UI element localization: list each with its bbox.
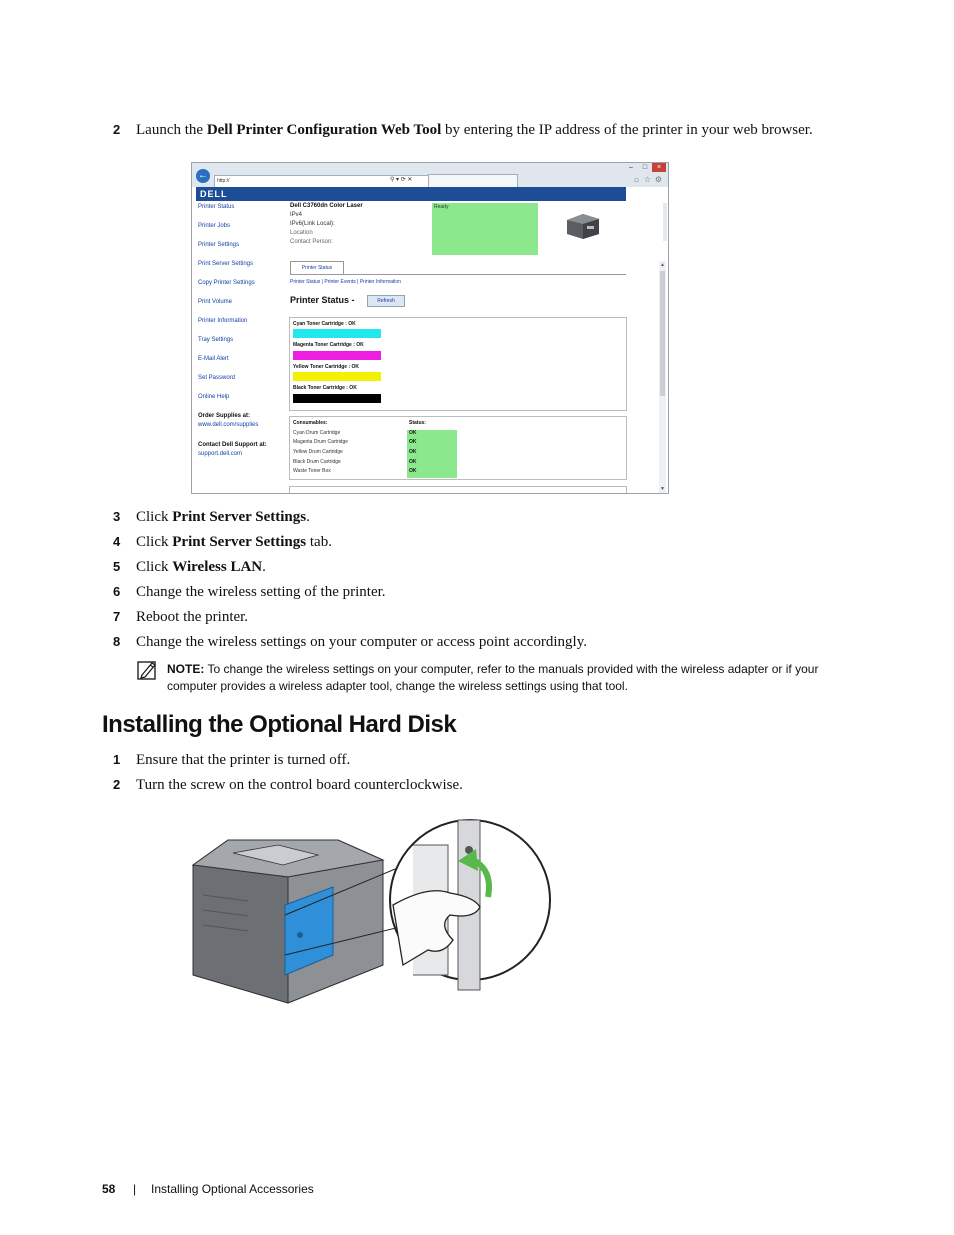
address-bar[interactable]: http:// bbox=[214, 175, 430, 188]
dell-header-bar bbox=[196, 187, 626, 201]
yellow-toner-label: Yellow Toner Cartridge : OK bbox=[293, 364, 360, 370]
consumable-item: Magenta Drum Cartridge bbox=[293, 439, 349, 445]
maximize-icon[interactable]: □ bbox=[642, 164, 648, 171]
step-text: Change the wireless settings on your computer or access point accordingly. bbox=[136, 634, 587, 650]
step-text: Ensure that the printer is turned off. bbox=[136, 752, 351, 768]
step-text: Click bbox=[136, 559, 173, 575]
tab-printer-status[interactable]: Printer Status bbox=[290, 261, 344, 275]
tab-divider bbox=[290, 274, 626, 275]
step-text: Launch the bbox=[136, 122, 207, 138]
consumable-status: OK bbox=[409, 468, 417, 474]
ready-status-box bbox=[432, 203, 538, 255]
printer-screw-illustration bbox=[188, 815, 554, 1005]
step-text: Turn the screw on the control board counterclockwise. bbox=[136, 777, 463, 793]
sidebar-link-print-volume[interactable]: Print Volume bbox=[198, 299, 233, 305]
step-number: 4 bbox=[113, 534, 121, 549]
sidebar-link-printer-status[interactable]: Printer Status bbox=[198, 204, 235, 210]
status-sublinks[interactable]: Printer Status | Printer Events | Printer Information bbox=[290, 279, 401, 285]
consumable-item: Yellow Drum Cartridge bbox=[293, 449, 343, 455]
step-number: 2 bbox=[113, 777, 121, 792]
printer-icon bbox=[563, 210, 601, 240]
dell-logo: DELL bbox=[200, 189, 228, 199]
section-title: Installing the Optional Hard Disk bbox=[102, 711, 457, 738]
printer-contact: Contact Person: bbox=[290, 239, 334, 245]
order-supplies-link[interactable]: www.dell.com/supplies bbox=[198, 422, 259, 428]
sidebar-link-online-help[interactable]: Online Help bbox=[198, 394, 230, 400]
step-number: 7 bbox=[113, 609, 121, 624]
note-pencil-icon bbox=[137, 660, 157, 680]
consumables-panel bbox=[289, 416, 627, 480]
step-bold-term: Dell Printer Configuration Web Tool bbox=[206, 122, 442, 138]
home-icon[interactable]: ⌂ bbox=[634, 175, 639, 184]
sidebar-link-tray-settings[interactable]: Tray Settings bbox=[198, 337, 234, 343]
sidebar-link-email-alert[interactable]: E-Mail Alert bbox=[198, 356, 229, 362]
refresh-button[interactable]: Refresh bbox=[367, 295, 405, 307]
content-scrollbar[interactable] bbox=[659, 261, 666, 493]
step-text: Click bbox=[136, 509, 173, 525]
next-panel bbox=[289, 486, 627, 494]
yellow-toner-bar bbox=[293, 372, 381, 381]
sidebar-link-printer-settings[interactable]: Printer Settings bbox=[198, 242, 240, 248]
address-controls-icon[interactable]: ⚲ ▾ ⟳ ✕ bbox=[390, 177, 413, 183]
printer-status-title: Printer Status - bbox=[290, 295, 355, 305]
step-bold-term: Print Server Settings bbox=[172, 534, 307, 550]
header-scroll-track bbox=[663, 203, 667, 241]
printer-model: Dell C3760dn Color Laser bbox=[290, 203, 363, 209]
magenta-toner-bar bbox=[293, 351, 381, 360]
minimize-icon[interactable]: – bbox=[629, 164, 633, 171]
black-toner-label: Black Toner Cartridge : OK bbox=[293, 385, 357, 391]
browser-tab[interactable] bbox=[428, 174, 518, 188]
note bbox=[167, 661, 847, 695]
step-text: by entering the IP address of the printer in your web browser. bbox=[441, 122, 813, 138]
step-number: 5 bbox=[113, 559, 121, 574]
step-text: tab. bbox=[306, 534, 332, 550]
consumable-status: OK bbox=[409, 459, 417, 465]
consumable-item: Waste Toner Box bbox=[293, 468, 331, 474]
cyan-toner-bar bbox=[293, 329, 381, 338]
step-text: . bbox=[306, 509, 310, 525]
step-number: 8 bbox=[113, 634, 121, 649]
step-bold-term: Wireless LAN bbox=[172, 559, 263, 575]
consumable-item: Cyan Drum Cartridge bbox=[293, 430, 341, 436]
consumables-status-header: Status: bbox=[409, 420, 426, 426]
magenta-toner-label: Magenta Toner Cartridge : OK bbox=[293, 342, 364, 348]
sidebar-link-set-password[interactable]: Set Password bbox=[198, 375, 236, 381]
order-supplies-label: Order Supplies at: bbox=[198, 413, 251, 419]
printer-ipv4: IPv4 bbox=[290, 212, 303, 218]
gear-icon[interactable]: ⚙ bbox=[654, 175, 663, 184]
favorites-star-icon[interactable]: ☆ bbox=[643, 175, 652, 184]
printer-location: Location bbox=[290, 230, 313, 236]
cyan-toner-label: Cyan Toner Cartridge : OK bbox=[293, 321, 356, 327]
browser-screenshot bbox=[191, 162, 669, 494]
consumable-status: OK bbox=[409, 449, 417, 455]
sidebar-link-print-server-settings[interactable]: Print Server Settings bbox=[198, 261, 254, 267]
black-toner-bar bbox=[293, 394, 381, 403]
step-text: Reboot the printer. bbox=[136, 609, 249, 625]
ready-text: Ready bbox=[434, 204, 449, 210]
scroll-up-icon[interactable]: ▲ bbox=[660, 262, 665, 268]
scroll-thumb[interactable] bbox=[660, 271, 665, 396]
consumable-item: Black Drum Cartridge bbox=[293, 459, 341, 465]
step-number: 6 bbox=[113, 584, 121, 599]
scroll-down-icon[interactable]: ▼ bbox=[660, 486, 665, 492]
step-text: . bbox=[262, 559, 266, 575]
page-number: 58 bbox=[102, 1182, 116, 1196]
step-number: 2 bbox=[113, 122, 121, 137]
consumable-status: OK bbox=[409, 439, 417, 445]
contact-support-link[interactable]: support.dell.com bbox=[198, 451, 243, 457]
consumables-header: Consumables: bbox=[293, 420, 328, 426]
step-text: Change the wireless setting of the printer. bbox=[136, 584, 386, 600]
step-number: 3 bbox=[113, 509, 121, 524]
contact-support-label: Contact Dell Support at: bbox=[198, 442, 267, 448]
step-text: Click bbox=[136, 534, 173, 550]
sidebar-link-copy-printer-settings[interactable]: Copy Printer Settings bbox=[198, 280, 255, 286]
note-label: NOTE: bbox=[167, 662, 205, 676]
printer-ipv6: IPv6(Link Local): bbox=[290, 221, 335, 227]
back-arrow-icon[interactable]: ← bbox=[198, 170, 208, 181]
step-bold-term: Print Server Settings bbox=[172, 509, 307, 525]
close-icon[interactable]: × bbox=[652, 163, 666, 172]
step-number: 1 bbox=[113, 752, 121, 767]
consumable-status: OK bbox=[409, 430, 417, 436]
sidebar-link-printer-jobs[interactable]: Printer Jobs bbox=[198, 223, 231, 229]
note-text: To change the wireless settings on your computer, refer to the manuals provided with the wireless adapter or if your computer provides a wireless adapter tool, change the wireless settings using that tool. bbox=[167, 662, 819, 693]
footer-separator: | bbox=[133, 1182, 137, 1196]
sidebar-link-printer-information[interactable]: Printer Information bbox=[198, 318, 248, 324]
footer-chapter: Installing Optional Accessories bbox=[151, 1182, 314, 1196]
